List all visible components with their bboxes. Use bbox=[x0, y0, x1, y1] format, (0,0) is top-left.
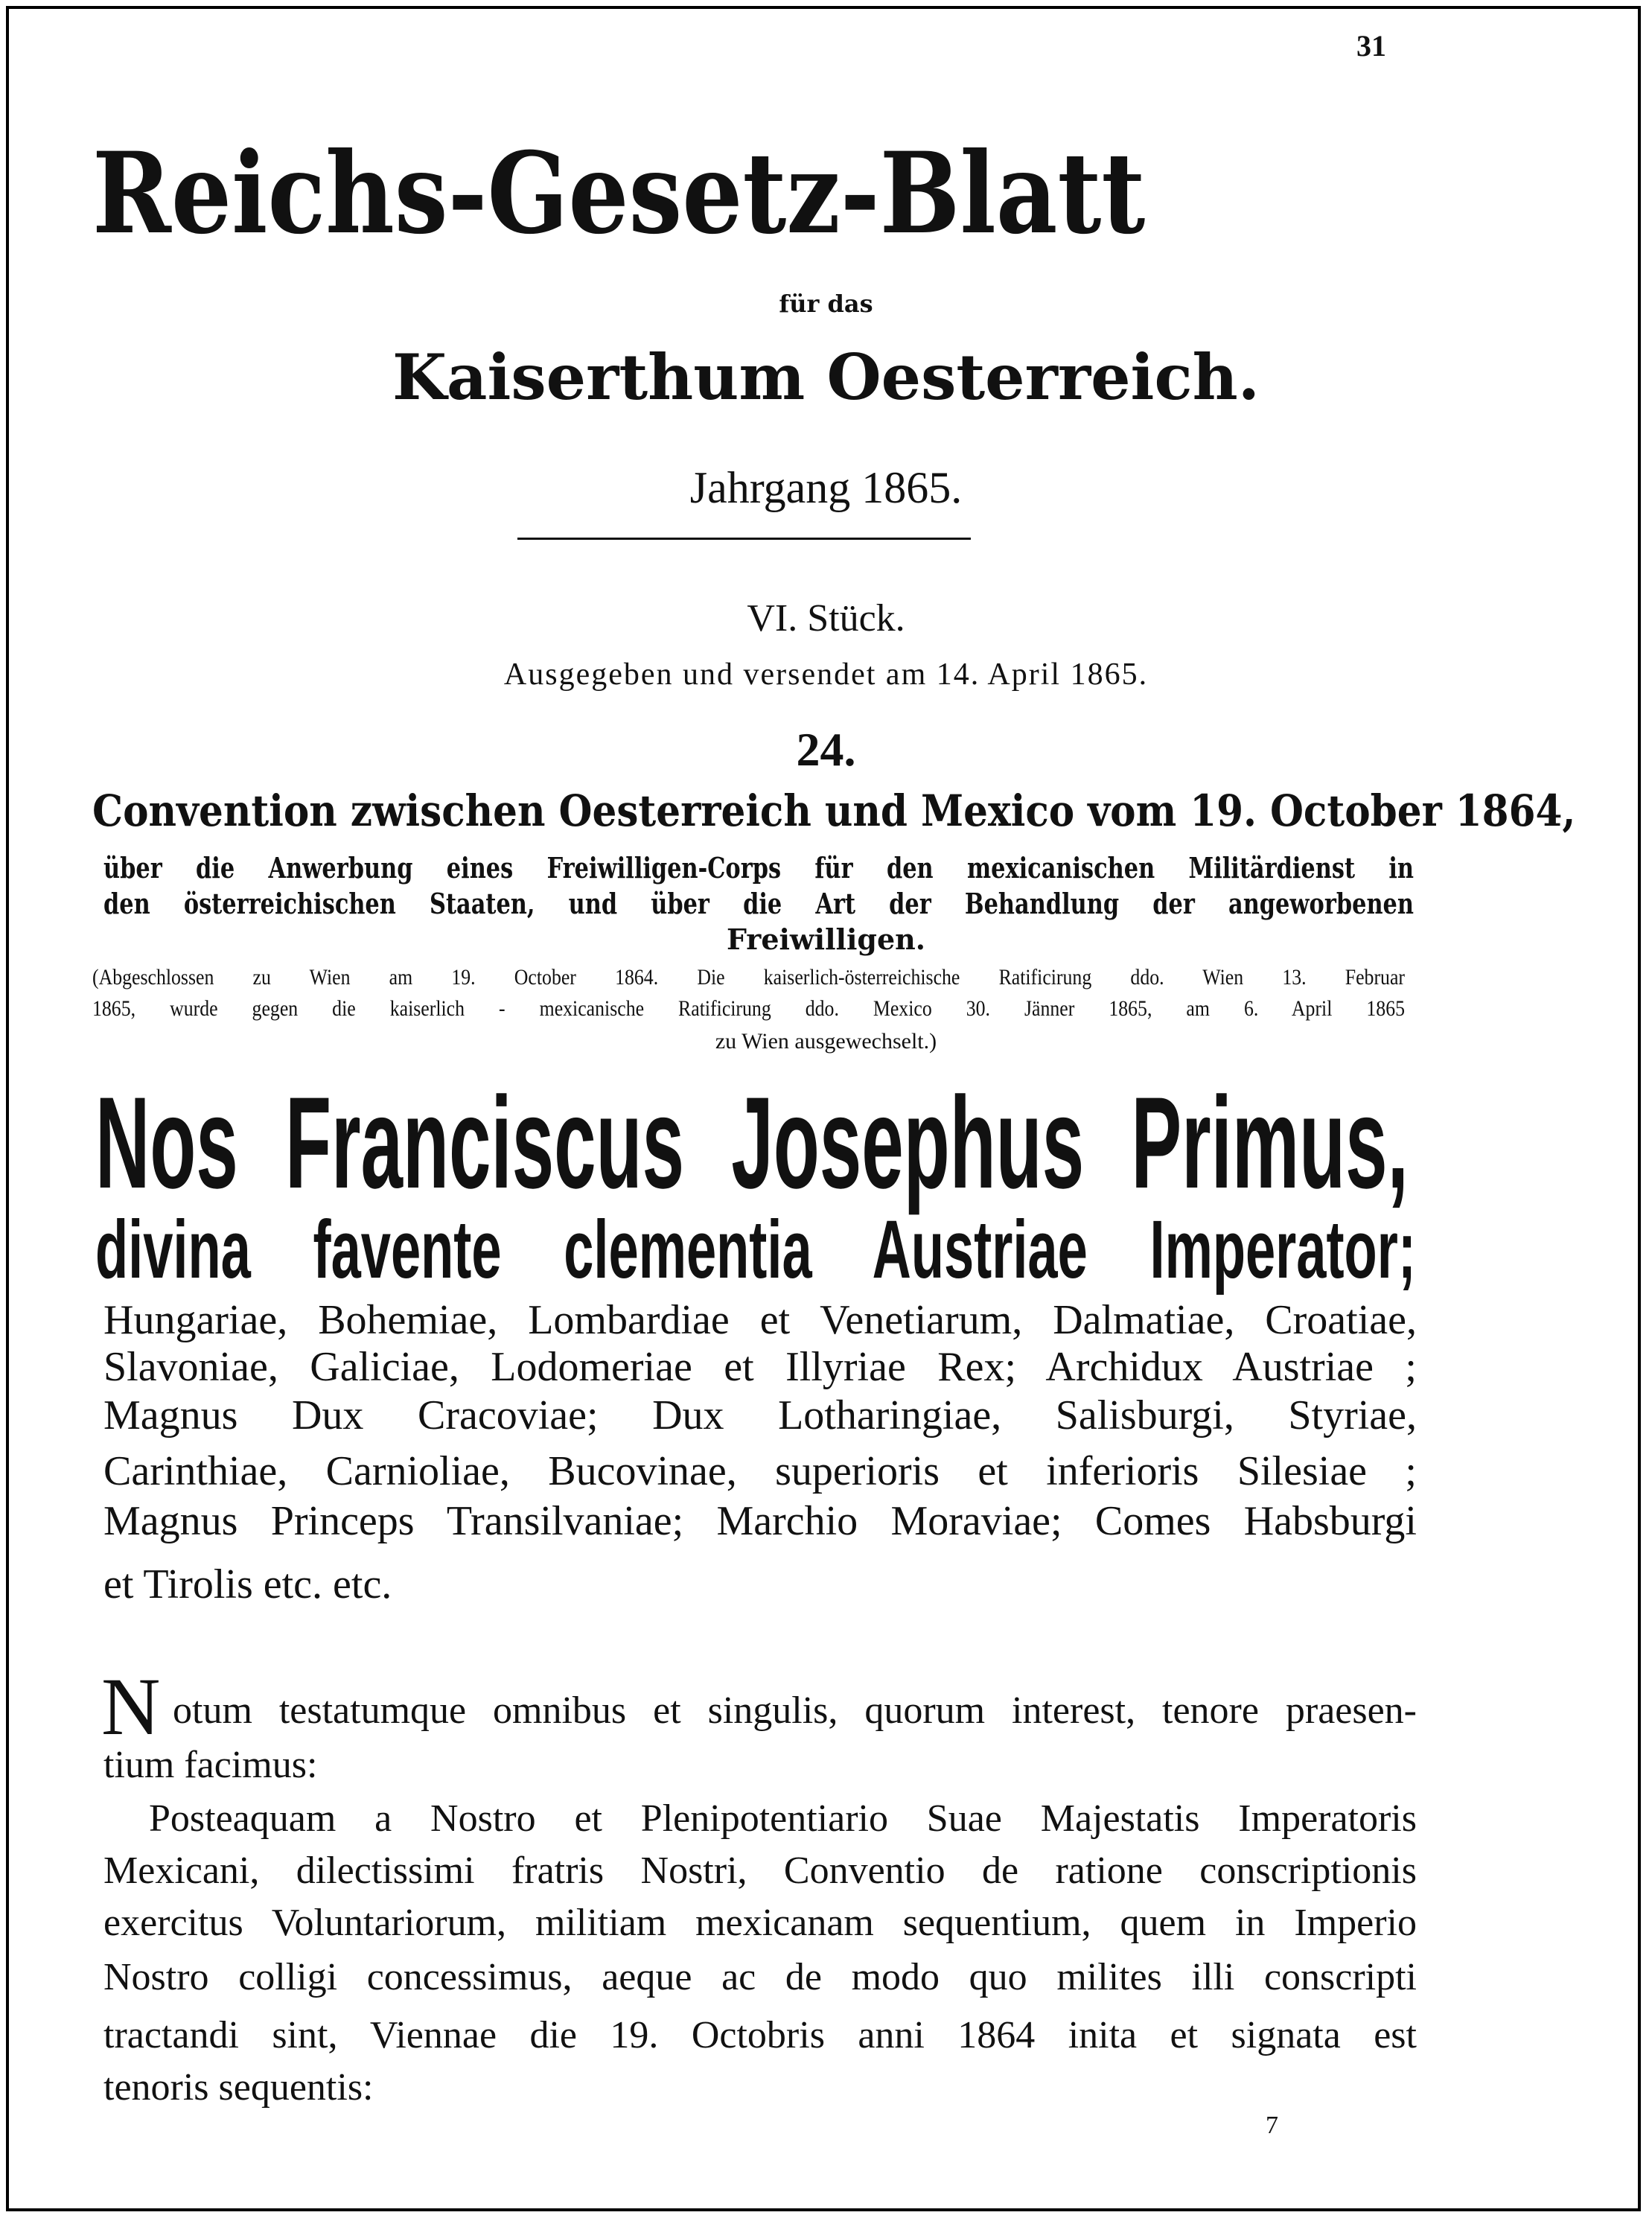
body-line: Nostro colligi concessimus, aeque ac de modo quo milites illi conscripti bbox=[103, 1956, 1417, 1998]
page-number: 31 bbox=[1356, 29, 1386, 63]
body-line: tractandi sint, Viennae die 19. Octobris anni 1864 inita et signata est bbox=[103, 2014, 1417, 2056]
signature-mark: 7 bbox=[1266, 2112, 1278, 2139]
body-line: tenoris sequentis: bbox=[103, 2066, 374, 2109]
body-line: otum testatumque omnibus et singulis, quorum interest, tenore praesen- bbox=[173, 1689, 1417, 1732]
titles-line: Slavoniae, Galiciae, Lodomeriae et Illyriae Rex; Archidux Austriae ; bbox=[103, 1344, 1417, 1390]
part-number: VI. Stück. bbox=[747, 597, 905, 640]
titles-line: Hungariae, Bohemiae, Lombardiae et Venetiarum, Dalmatiae, Croatiae, bbox=[103, 1297, 1417, 1343]
ratification-note-line: 1865, wurde gegen die kaiserlich - mexicanische Ratificirung ddo. Mexico 30. Jänner 1865, am 6. April 1865 bbox=[92, 996, 1405, 1021]
masthead-title: Reichs-Gesetz-Blatt bbox=[92, 128, 1146, 259]
titles-line: Magnus Princeps Transilvaniae; Marchio Moraviae; Comes Habsburgi bbox=[103, 1498, 1417, 1544]
ratification-note-line: (Abgeschlossen zu Wien am 19. October 1864. Die kaiserlich-österreichische Ratificirung ddo. Wien 13. Februar bbox=[92, 965, 1405, 990]
ratification-note-line: zu Wien ausgewechselt.) bbox=[715, 1029, 937, 1054]
divider bbox=[517, 538, 971, 540]
drop-initial: N bbox=[101, 1661, 161, 1752]
law-subtitle-line: Freiwilligen. bbox=[726, 923, 925, 956]
masthead-subtitle: Kaiserthum Oesterreich. bbox=[392, 340, 1260, 414]
body-line: exercitus Voluntariorum, militiam mexicanam sequentium, quem in Imperio bbox=[103, 1902, 1417, 1944]
sovereign-name: Nos Franciscus Josephus Primus, bbox=[95, 1071, 1409, 1216]
year: Jahrgang 1865. bbox=[689, 463, 963, 512]
law-title: Convention zwischen Oesterreich und Mexico vom 19. October 1864, bbox=[92, 786, 1576, 836]
law-subtitle-line: den österreichischen Staaten, und über die Art der Behandlung der angeworbenen bbox=[103, 887, 1414, 920]
law-number: 24. bbox=[796, 723, 856, 776]
titles-line: Magnus Dux Cracoviae; Dux Lotharingiae, Salisburgi, Styriae, bbox=[103, 1392, 1417, 1438]
law-subtitle-line: über die Anwerbung eines Freiwilligen-Corps für den mexicanischen Militärdienst in bbox=[103, 851, 1414, 885]
body-line: tium facimus: bbox=[103, 1744, 318, 1786]
body-line: Posteaquam a Nostro et Plenipotentiario Suae Majestatis Imperatoris bbox=[149, 1797, 1417, 1840]
issue-date: Ausgegeben und versendet am 14. April 1865. bbox=[503, 657, 1149, 692]
titles-line: et Tirolis etc. etc. bbox=[103, 1561, 392, 1607]
titles-line: Carinthiae, Carnioliae, Bucovinae, superioris et inferioris Silesiae ; bbox=[103, 1448, 1417, 1494]
fuer-das: für das bbox=[779, 290, 873, 318]
sovereign-title: divina favente clementia Austriae Imperator; bbox=[95, 1204, 1416, 1296]
body-line: Mexicani, dilectissimi fratris Nostri, Conventio de ratione conscriptionis bbox=[103, 1849, 1417, 1892]
